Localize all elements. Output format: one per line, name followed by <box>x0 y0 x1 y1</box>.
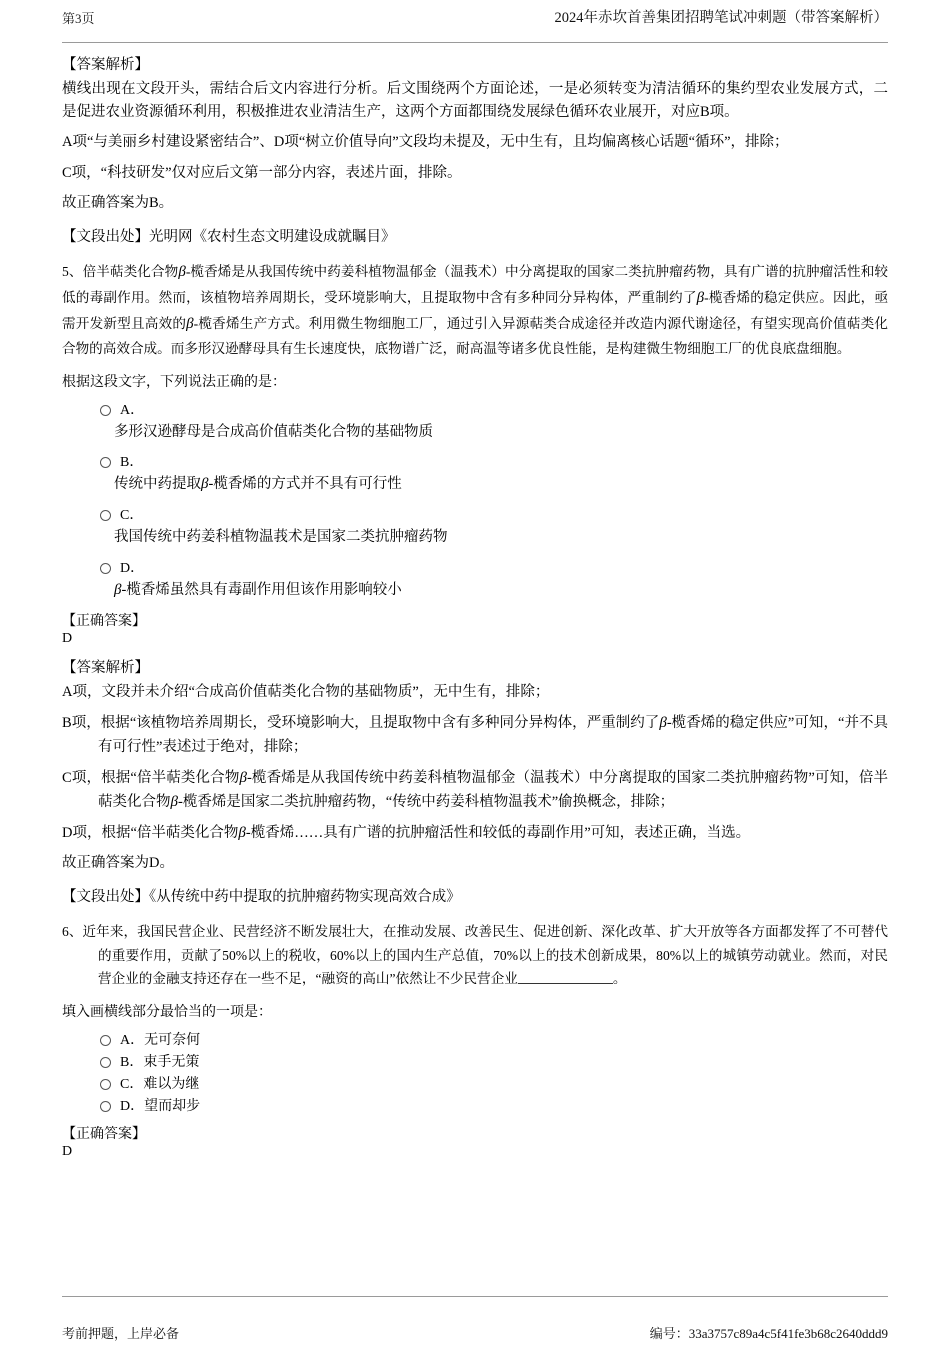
option-row-d[interactable] <box>62 557 888 577</box>
question-5-prompt: 根据这段文字，下列说法正确的是： <box>62 374 286 390</box>
option-label-b: B． <box>120 455 144 471</box>
question-5-body <box>62 260 888 361</box>
radio-icon[interactable] <box>100 1035 111 1046</box>
question-5-answer-value: D <box>62 631 73 647</box>
q5-text-3: -榄香烯的稳定供应。因此，亟需开发新型且高效的 <box>62 289 889 331</box>
q6-option-text-a: 无可奈何 <box>144 1032 201 1048</box>
q6-option-label-b: B． <box>120 1054 144 1070</box>
beta-symbol: β <box>201 476 209 493</box>
q5-analysis-c-post: -榄香烯是国家二类抗肿瘤药物，“传统中药姜科植物温莪术”偷换概念，排除； <box>177 793 675 810</box>
option-row-b[interactable] <box>62 451 888 471</box>
option-d-text: -榄香烯虽然具有毒副作用但该作用影响较小 <box>121 581 402 598</box>
radio-icon[interactable] <box>100 1101 111 1112</box>
option-text-c <box>114 526 888 548</box>
q5-text-4: -榄香烯生产方式。利用微生物细胞工厂，通过引入异源萜类合成途径并改造内源代谢途径，有望实现高价值萜类化合物的高效合成。而多形汉逊酵母具有生长速度快，底物谱广泛，耐高温等诸多优良性能，是构建微生物细胞工厂的优良底盘细胞。 <box>62 315 888 357</box>
beta-symbol: β <box>238 825 246 842</box>
question-6-number: 6、 <box>62 924 83 940</box>
q6-option-label-c: C． <box>120 1076 144 1092</box>
source-label: 【文段出处】 <box>62 889 149 906</box>
question-5-number: 5、 <box>62 263 83 279</box>
beta-symbol: β <box>114 581 122 598</box>
source-line-top <box>62 225 888 246</box>
option-label-d: D． <box>120 560 145 576</box>
option-text-d <box>114 579 888 602</box>
q6-option-text-c: 难以为继 <box>143 1076 200 1092</box>
q6-option-label-d: D． <box>120 1098 145 1114</box>
radio-icon[interactable] <box>100 1079 111 1090</box>
beta-symbol: β <box>659 715 667 732</box>
question-6-body <box>62 920 888 990</box>
option-a-text: 多形汉逊酵母是合成高价值萜类化合物的基础物质 <box>114 423 433 440</box>
q5-analysis-c-pre: C项，根据“倍半萜类化合物 <box>62 769 240 786</box>
analysis-paragraph-3: C项，“科技研发”仅对应后文第一部分内容，表述片面，排除。 <box>62 164 462 181</box>
source-text: 《从传统中药中提取的抗肿瘤药物实现高效合成》 <box>149 889 461 906</box>
footer-serial <box>650 1323 888 1342</box>
page-header <box>62 0 888 38</box>
footer-slogan: 考前押题，上岸必备 <box>62 1326 180 1341</box>
option-row-c[interactable] <box>62 504 888 524</box>
q6-option-text-b: 束手无策 <box>143 1054 200 1070</box>
q6-option-text-d: 望而却步 <box>144 1098 201 1114</box>
radio-icon[interactable] <box>100 457 111 468</box>
option-label-a: A． <box>120 402 145 418</box>
option-b-text: -榄香烯的方式并不具有可行性 <box>208 476 402 493</box>
beta-symbol: β <box>239 769 247 786</box>
option-text-b <box>114 473 888 496</box>
footer-serial-label: 编号： <box>649 1326 689 1341</box>
q5-text-1: 倍半萜类化合物 <box>82 263 179 279</box>
radio-icon[interactable] <box>100 510 111 521</box>
q5-analysis-d-post: -榄香烯……具有广谱的抗肿瘤活性和较低的毒副作用”可知，表述正确，当选。 <box>245 825 751 842</box>
q6-text-post: 。 <box>612 971 627 987</box>
question-5-answer-label: 【正确答案】 <box>62 614 146 630</box>
header-divider <box>62 42 888 43</box>
q5-text-2: -榄香烯是从我国传统中药姜科植物温郁金（温莪术）中分离提取的国家二类抗肿瘤药物，具有广谱的抗肿瘤活性和较低的毒副作用。然而，该植物培养周期长，受环境影响大，且提取物中含有多种同分异构体，严重制约了 <box>62 263 888 305</box>
q6-option-row-d[interactable] <box>62 1095 888 1115</box>
question-6-answer-label: 【正确答案】 <box>62 1126 146 1142</box>
question-6-answer-value: D <box>62 1143 73 1159</box>
beta-symbol: β <box>186 315 194 332</box>
page-number-label: 第3页 <box>62 11 95 26</box>
fill-in-blank <box>518 971 613 984</box>
beta-symbol: β <box>178 263 186 280</box>
question-5-analysis-a: A项，文段并未介绍“合成高价值萜类化合物的基础物质”，无中生有，排除； <box>62 684 550 701</box>
q6-option-label-a: A． <box>120 1032 145 1048</box>
beta-symbol: β <box>696 289 705 306</box>
q6-option-row-b[interactable] <box>62 1051 888 1071</box>
q5-analysis-d-pre: D项，根据“倍半萜类化合物 <box>62 825 239 842</box>
question-5-source-line <box>62 885 888 906</box>
analysis-paragraph-1: 横线出现在文段开头，需结合后文内容进行分析。后文围绕两个方面论述，一是必须转变为清洁循环的集约型农业发展方式，二是促进农业资源循环利用，积极推进农业清洁生产，这两个方面都围绕发展绿色循环农业展开，对应B项。 <box>62 81 888 121</box>
option-row-a[interactable] <box>62 399 888 419</box>
radio-icon[interactable] <box>100 405 111 416</box>
document-title: 2024年赤坎首善集团招聘笔试冲刺题（带答案解析） <box>554 10 888 26</box>
radio-icon[interactable] <box>100 563 111 574</box>
q5-analysis-b-pre: B项，根据“该植物培养周期长，受环境影响大，且提取物中含有多种同分异构体，严重制约了 <box>62 715 660 732</box>
question-5-analysis-b <box>62 711 888 758</box>
option-label-c: C． <box>120 508 144 524</box>
question-5-analysis-label: 【答案解析】 <box>62 660 149 677</box>
q6-option-row-a[interactable] <box>62 1029 888 1049</box>
footer-serial-value: 33a3757c89a4c5f41fe3b68c2640ddd9 <box>688 1326 888 1341</box>
q6-text-pre: 近年来，我国民营企业、民营经济不断发展壮大，在推动发展、改善民生、促进创新、深化改革、扩大开放等各方面都发挥了不可替代的重要作用，贡献了50%以上的税收，60%以上的国内生产总值，70%以上的技术创新成果，80%以上的城镇劳动就业。然而，对民营企业的金融支持还存在一些不足，“融资的高山”依然让不少民营企业 <box>82 924 889 987</box>
q5-analysis-c-mid: -榄香烯是从我国传统中药姜科植物温郁金（温莪术）中分离提取的国家二类抗肿瘤药物”可知，倍半萜类化合物 <box>98 769 888 810</box>
option-b-pre: 传统中药提取 <box>114 476 201 493</box>
option-text-a <box>114 421 888 443</box>
question-5-analysis-c <box>62 766 888 814</box>
beta-symbol: β <box>170 793 178 810</box>
q5-analysis-b-post: -榄香烯的稳定供应”可知，“并不具有可行性”表述过于绝对，排除； <box>98 715 888 755</box>
analysis-paragraph-4: 故正确答案为B。 <box>62 194 174 211</box>
source-text: 光明网《农村生态文明建设成就瞩目》 <box>149 228 396 245</box>
radio-icon[interactable] <box>100 1057 111 1068</box>
q6-option-row-c[interactable] <box>62 1073 888 1093</box>
question-5-analysis-d <box>62 821 888 845</box>
source-label: 【文段出处】 <box>62 228 149 245</box>
footer-divider <box>62 1296 888 1297</box>
question-5-analysis-final: 故正确答案为D。 <box>62 855 174 872</box>
question-6-prompt: 填入画横线部分最恰当的一项是： <box>62 1004 272 1020</box>
analysis-paragraph-2: A项“与美丽乡村建设紧密结合”、D项“树立价值导向”文段均未提及，无中生有，且均偏离核心话题“循环”，排除； <box>62 134 789 151</box>
analysis-header-top: 【答案解析】 <box>62 57 149 73</box>
option-c-text: 我国传统中药姜科植物温莪术是国家二类抗肿瘤药物 <box>114 529 448 546</box>
